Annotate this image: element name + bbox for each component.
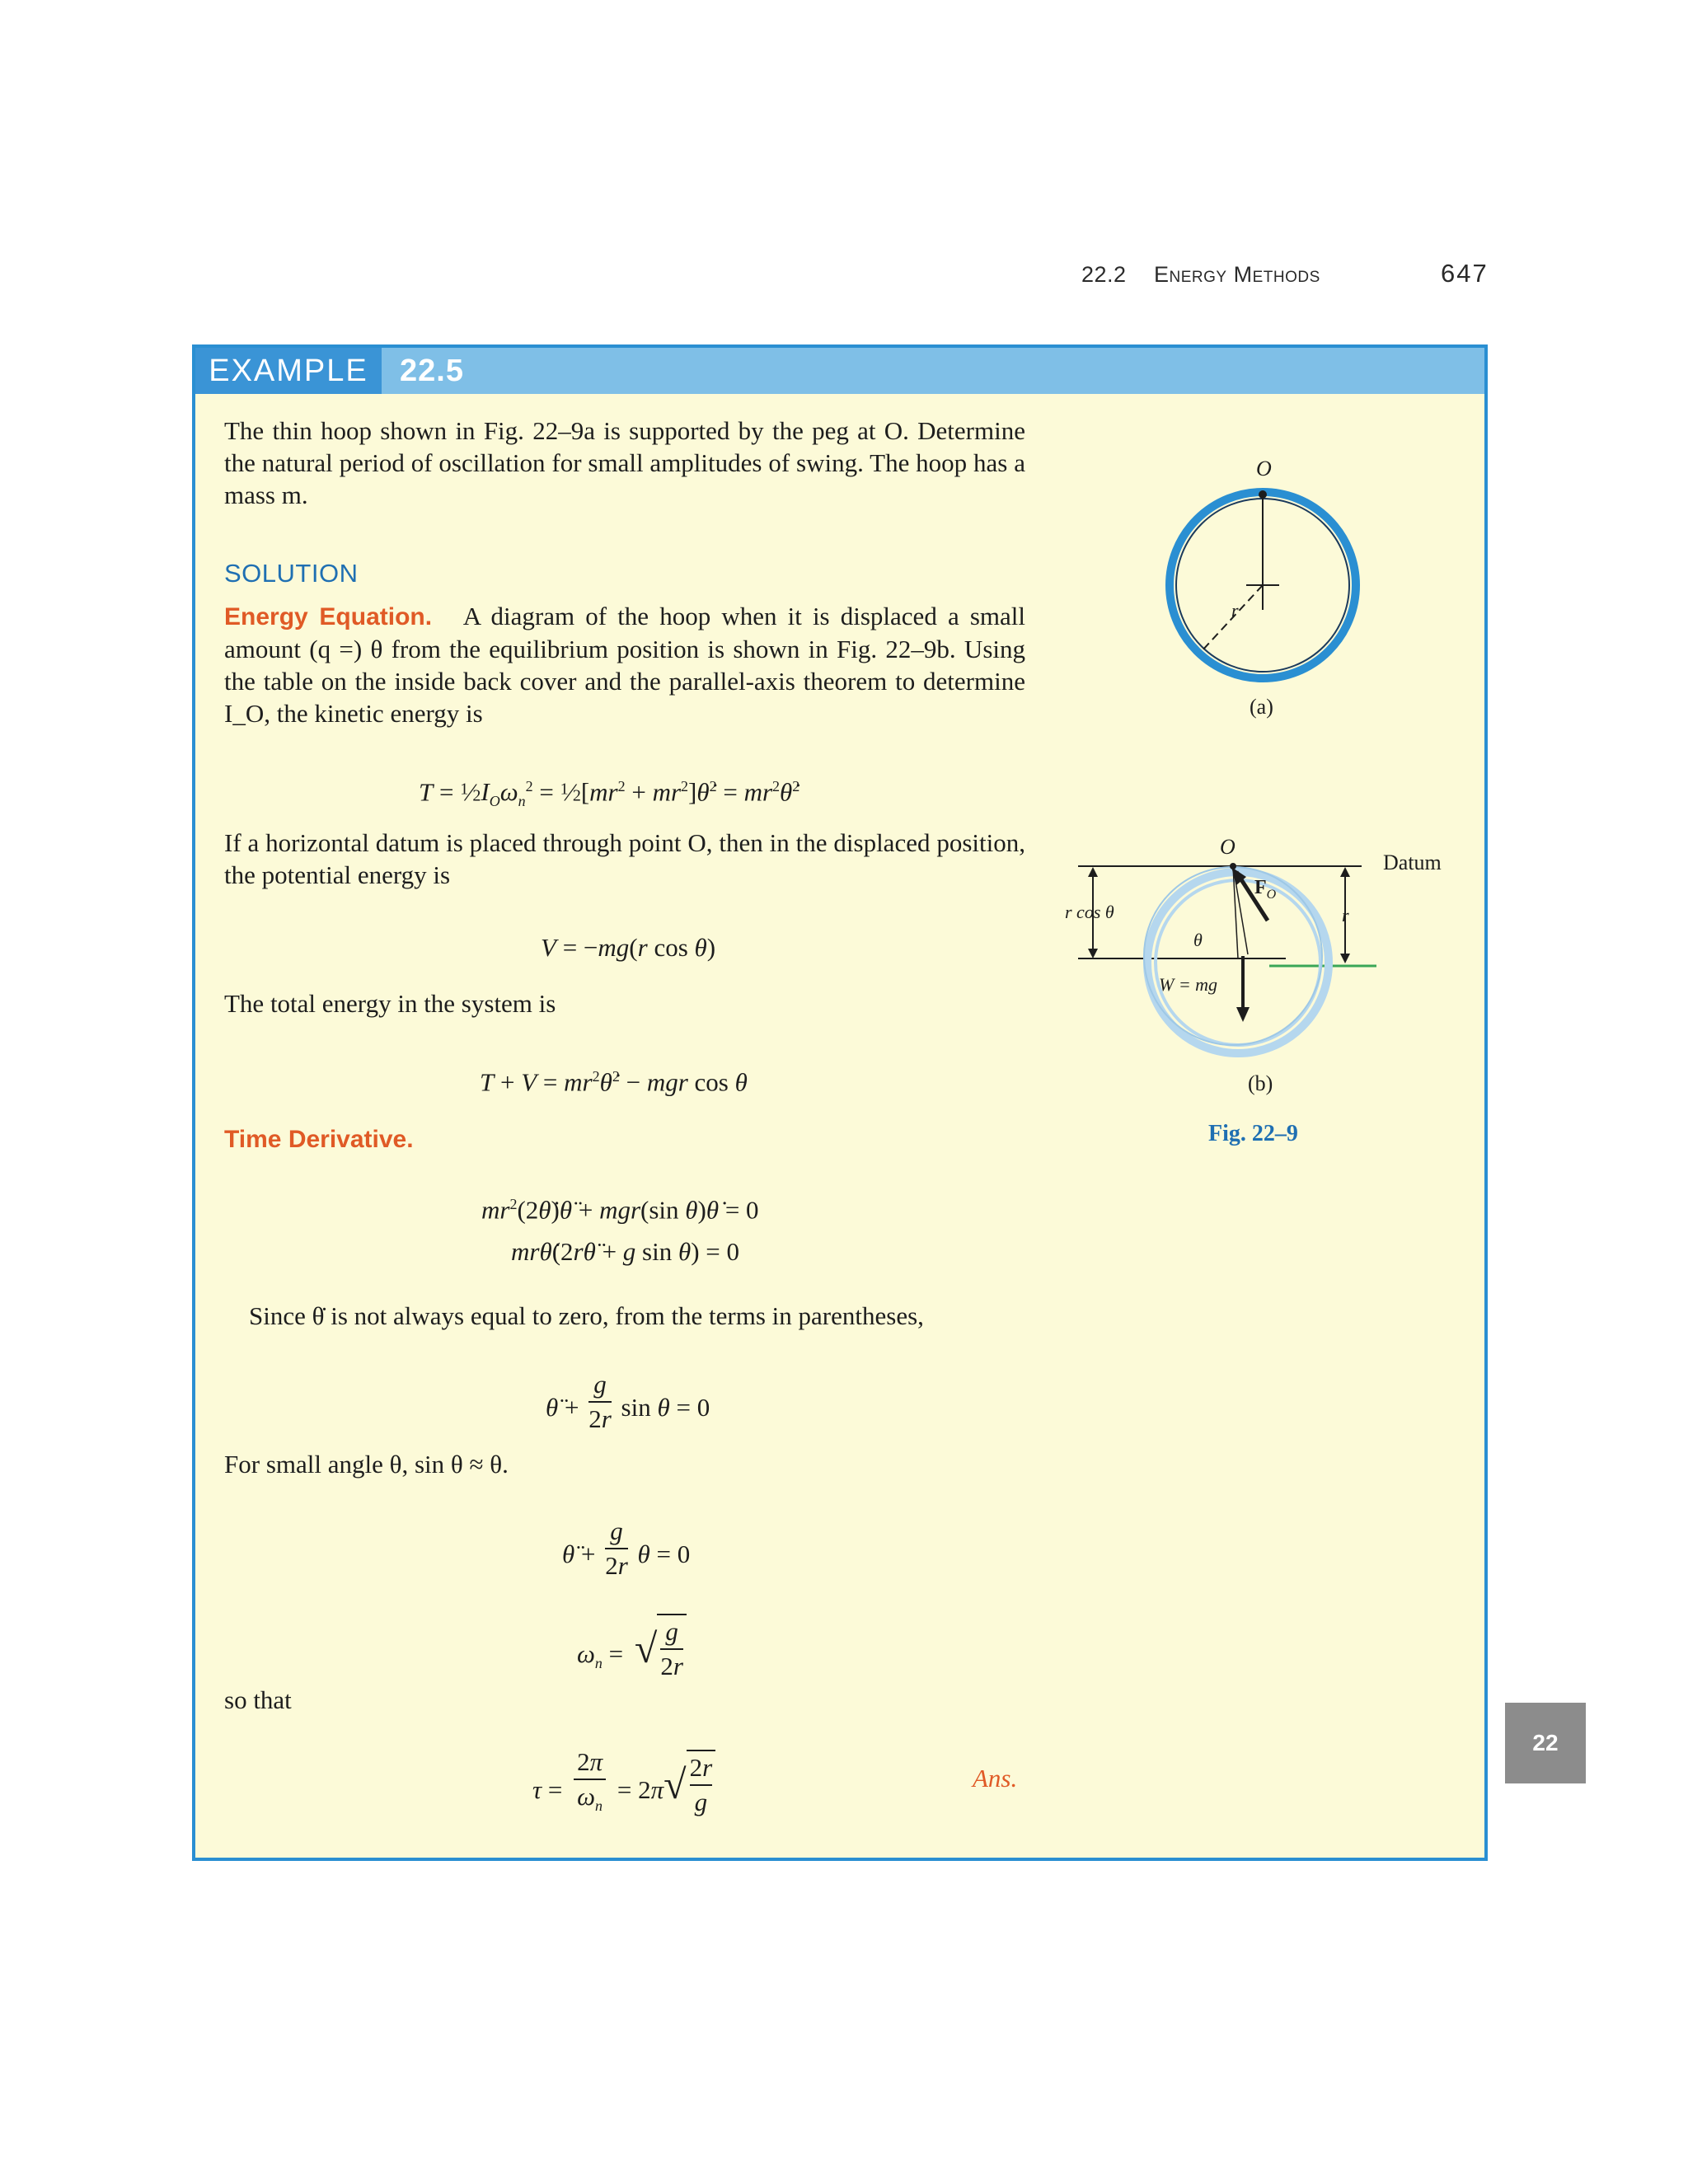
example-header-bar [195, 348, 1484, 394]
label-r-a: r [1231, 600, 1239, 621]
datum-label: Datum [1383, 851, 1442, 874]
section-number: 22.2 [1081, 262, 1127, 287]
peg-o-b [1230, 863, 1236, 869]
total-energy-equation: $T + V = mr^2\thetȧ^2$ − mgr cos θ [480, 1067, 748, 1097]
page-number: 647 [1441, 259, 1489, 288]
problem-statement: The thin hoop shown in Fig. 22–9a is supported by the peg at O. Determine the natural period of oscillation for small amplitudes of swing. The hoop has a mass m. [224, 416, 1025, 509]
solution-heading: SOLUTION [224, 559, 359, 588]
label-a: (a) [1250, 695, 1273, 719]
kinetic-energy-equation: $T = ^1⁄2I_O\omega_n^2$ = $^1⁄2[mr^2$ + $mr^2]\thetȧ^2$ = $mr^2\thetȧ^2$ [419, 777, 800, 810]
linearized-equation: θ̈ + $\frac{g}{2r}$ θ = 0 [562, 1516, 691, 1580]
force-label [1254, 877, 1276, 902]
figure-b-displaced-hoop [1071, 849, 1401, 1071]
weight-label: W = mg [1159, 974, 1218, 995]
equation-of-motion: θ̈ + $\frac{g}{2r}$ sin θ = 0 [546, 1370, 710, 1433]
derivative-equation-2: mrθ̇(2rθ̈ + g sin θ) = 0 [511, 1237, 740, 1266]
natural-frequency-equation: $\omega_n$ = √ $\frac{g}{2r}$ [577, 1614, 687, 1688]
force-symbol: F [1254, 877, 1267, 898]
small-angle-text: For small angle θ, sin θ ≈ θ. [224, 1450, 509, 1479]
figure-a-hoop [1154, 470, 1376, 692]
label-o-a: O [1256, 457, 1272, 480]
example-label: EXAMPLE [195, 348, 382, 394]
since-text: Since θ̇ is not always equal to zero, from the terms in parentheses, [249, 1301, 924, 1330]
section-title: Energy Methods [1154, 262, 1320, 287]
theta-label: θ [1193, 930, 1203, 950]
label-o-b: O [1220, 835, 1236, 859]
label-r-b: r [1342, 905, 1349, 926]
so-that-text: so that [224, 1685, 292, 1714]
potential-energy-equation: V = −mg(r cos θ) [541, 933, 716, 962]
energy-paragraph [224, 600, 1025, 729]
answer-label: Ans. [973, 1764, 1018, 1793]
energy-paragraph-text: A diagram of the hoop when it is displaced a small amount (q =) θ from the equilibrium position is shown in Fig. 22–9b. Using the table on the inside back cover and the parallel-axis theorem to determine I_O, the kinetic energy is [224, 602, 1025, 728]
example-number: 22.5 [400, 354, 464, 388]
figure-caption: Fig. 22–9 [1208, 1121, 1298, 1146]
r-cos-theta-label: r cos θ [1065, 902, 1114, 922]
datum-paragraph: If a horizontal datum is placed through point O, then in the displaced position, the potential energy is [224, 828, 1025, 889]
time-derivative-heading: Time Derivative. [224, 1126, 414, 1153]
total-energy-text: The total energy in the system is [224, 989, 556, 1018]
label-b: (b) [1248, 1071, 1273, 1095]
derivative-equation-1: $mr^2(2\thetȧ)\thetä + mgr(\sin$ θ)θ̇ = 0 [481, 1195, 759, 1225]
energy-equation-heading: Energy Equation. [224, 603, 433, 630]
force-subscript: O [1266, 887, 1277, 902]
chapter-tab: 22 [1505, 1703, 1586, 1783]
time-derivative-paragraph [224, 1122, 1025, 1155]
period-equation: τ = $\frac{2\pi}{\omega_n}$ = 2π√ $\frac{2r}{g}$ [532, 1746, 715, 1820]
